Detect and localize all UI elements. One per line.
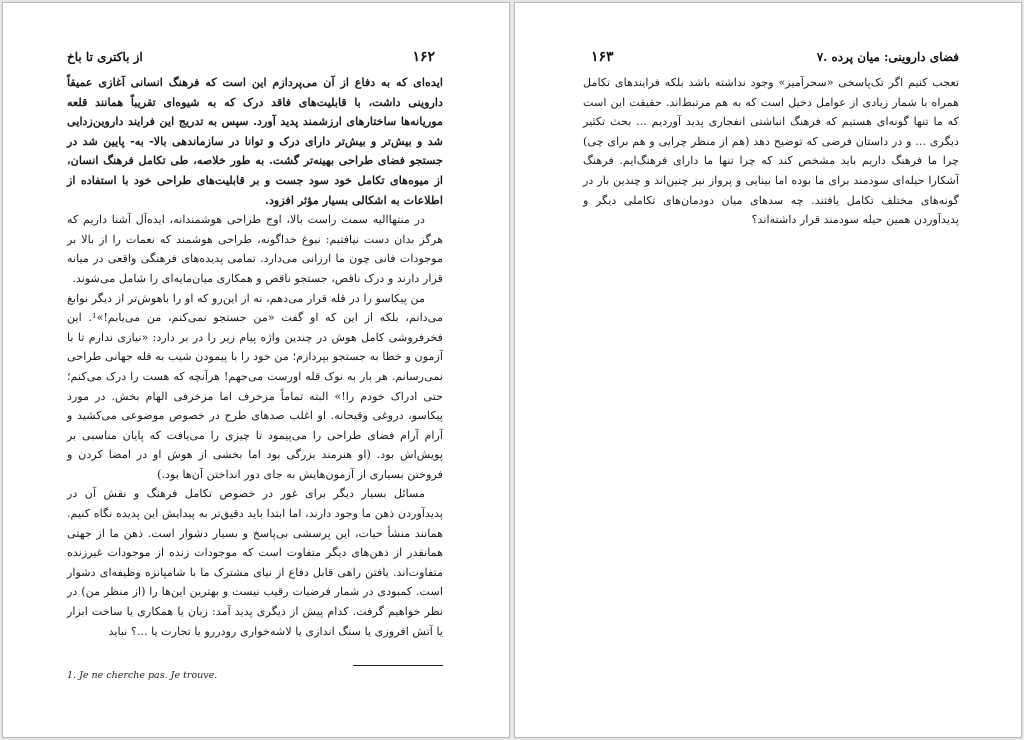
paragraph: مسائل بسیار دیگر برای غور در خصوص تکامل فرهنگ و نقش آن در پدیدآوردن ذهن ما وجود دارند، اما ابتدا باید دقیق‌تر به پیدایش این پدیده نگاه کنیم. همانند منشأ حیات، این پرسشی بی‌پاسخ و بسیار دشوار است. ذهن ما از جهتی همانقدر از ذهن‌های دیگر متفاوت است که موجودات زنده از موجودات غیرزنده متفاوت‌اند. یافتن راهی قابل دفاع از نیای مشترک ما با شامپانزه وظیفه‌ای دشوار است. کمبودی در شمار فرضیات رقیب نیست و بهترین این‌ها را (از منظر من) در نظر خواهیم گرفت. کدام پیش از دیگری پدید آمد: زبان یا همکاری یا ساخت ابزار یا آتش افروزی یا سنگ اندازی یا لاشه‌خواری رودررو یا تجارت یا ...؟ نباید [67,487,443,638]
right-page [514,2,1022,738]
footnote: 1. Je ne cherche pas. Je trouve. [67,670,218,681]
right-page-number: ۱۶۳ [591,49,614,65]
left-page-number: ۱۶۲ [412,49,435,65]
right-running-head: ۷. فضای داروینی: میان پرده [816,50,959,64]
paragraph: من پیکاسو را در قله قرار می‌دهم، نه از این‌رو که او را باهوش‌تر از دیگر نوابغ می‌دانم، بلکه از این که او گفت «من جستجو نمی‌کنم، من می‌یابم!»¹. این فخرفروشی کامل هوش در چندین واژه پیام زیر را در بر دارد: «نیازی ندارم تا با آزمون و خطا به جستجو بپردازم؛ من خود را با پیمودن شیب به قله جهانی طراحی نمی‌رسانم. هر بار به نوک قله اورست می‌جهم! هرآنچه که هست را درک می‌کنم؛ حتی ادراک خودم را!» البته تماماً مزخرف اما مزخرفی الهام بخش. در مورد پیکاسو، دروغی وقیحانه. او اغلب صدهای طرح در خصوص موضوعی می‌کشید و آرام آرام فضای طراحی را می‌پیمود تا چیزی را می‌یافت که پایان مناسبی بر پویش‌اش بود. (او هنرمند بزرگی بود اما بخشی از هوش او در امضا کردن و فروختن بسیاری از آزمون‌هایش به جای دور انداختن آن‌ها بود.) [67,291,443,481]
footnote-rule [353,665,443,666]
paragraph: در منتهاالیه سمت راست بالا، اوج طراحی هوشمندانه، ایده‌آل آشنا داریم که هرگز بدان دست نیافتیم: نبوغ خداگونه، طراحی هوشمند که نعمات را از بالا بر موجودات فانی چون ما ارزانی می‌دارد. تمامی پدیده‌های فرهنگی واقعی در میانه قرار دارند و درک ناقص، جستجو ناقص و همکاری میان‌مایه‌ای را شامل می‌شوند. [67,213,443,285]
left-running-head: از باکتری تا باخ [67,50,143,64]
paragraph: تعجب کنیم اگر تک‌پاسخی «سحرآمیز» وجود نداشته باشد بلکه فرایندهای تکامل همراه با شمار زیادی از عوامل دخیل است که به هم مرتبط‌اند. حقیقت این است که ما تنها گونه‌ای هستیم که فرهنگ انباشتی انفجاری پدید آوردیم ... بحث تکثیر دیگری ... و در داستان فرضی که توضیح دهد (هم از منظر چرایی و هم برای چی) چرا ما فرهنگ داریم باید مشخص کند که چرا تنها ما دارای فرهنگ‌ایم. فرهنگ آشکارا حیله‌ای سودمند برای ما بوده اما بینایی و پرواز نیز چنین‌اند و چندین بار در گونه‌های مختلف تکامل یافتند. چه سدهای میان دودمان‌های تکاملی دیگر و پدیدآوردن همین حیله سودمند قرار داشته‌اند؟ [583,76,959,227]
right-page-header [583,47,959,67]
left-page-body [67,73,443,641]
paragraph: ایده‌ای که به دفاع از آن می‌پردازم این است که فرهنگ انسانی آغازی عمیقاً داروینی داشت، با قابلیت‌های فاقد درک که به شیوه‌ای تقریباً همانند قلعه موریانه‌ها ساختارهای ارزشمند پدید آورد. سپس به تدریج این فرایند داروین‌زدایی شد و بیش‌تر و بیش‌تر دارای درک و توانا در سازماندهی بالا- به- پایین شد در جستجو فضای طراحی بهینه‌تر گشت. به طور خلاصه، طی تکامل فرهنگ انسان، از میوه‌های تکامل خود سود جست و بر قابلیت‌های طراحی خود با استفاده از اطلاعات به اشکالی بسیار مؤثر افزود. [67,75,443,207]
left-page [2,2,510,738]
left-page-header [67,47,443,67]
right-page-body [583,73,959,230]
